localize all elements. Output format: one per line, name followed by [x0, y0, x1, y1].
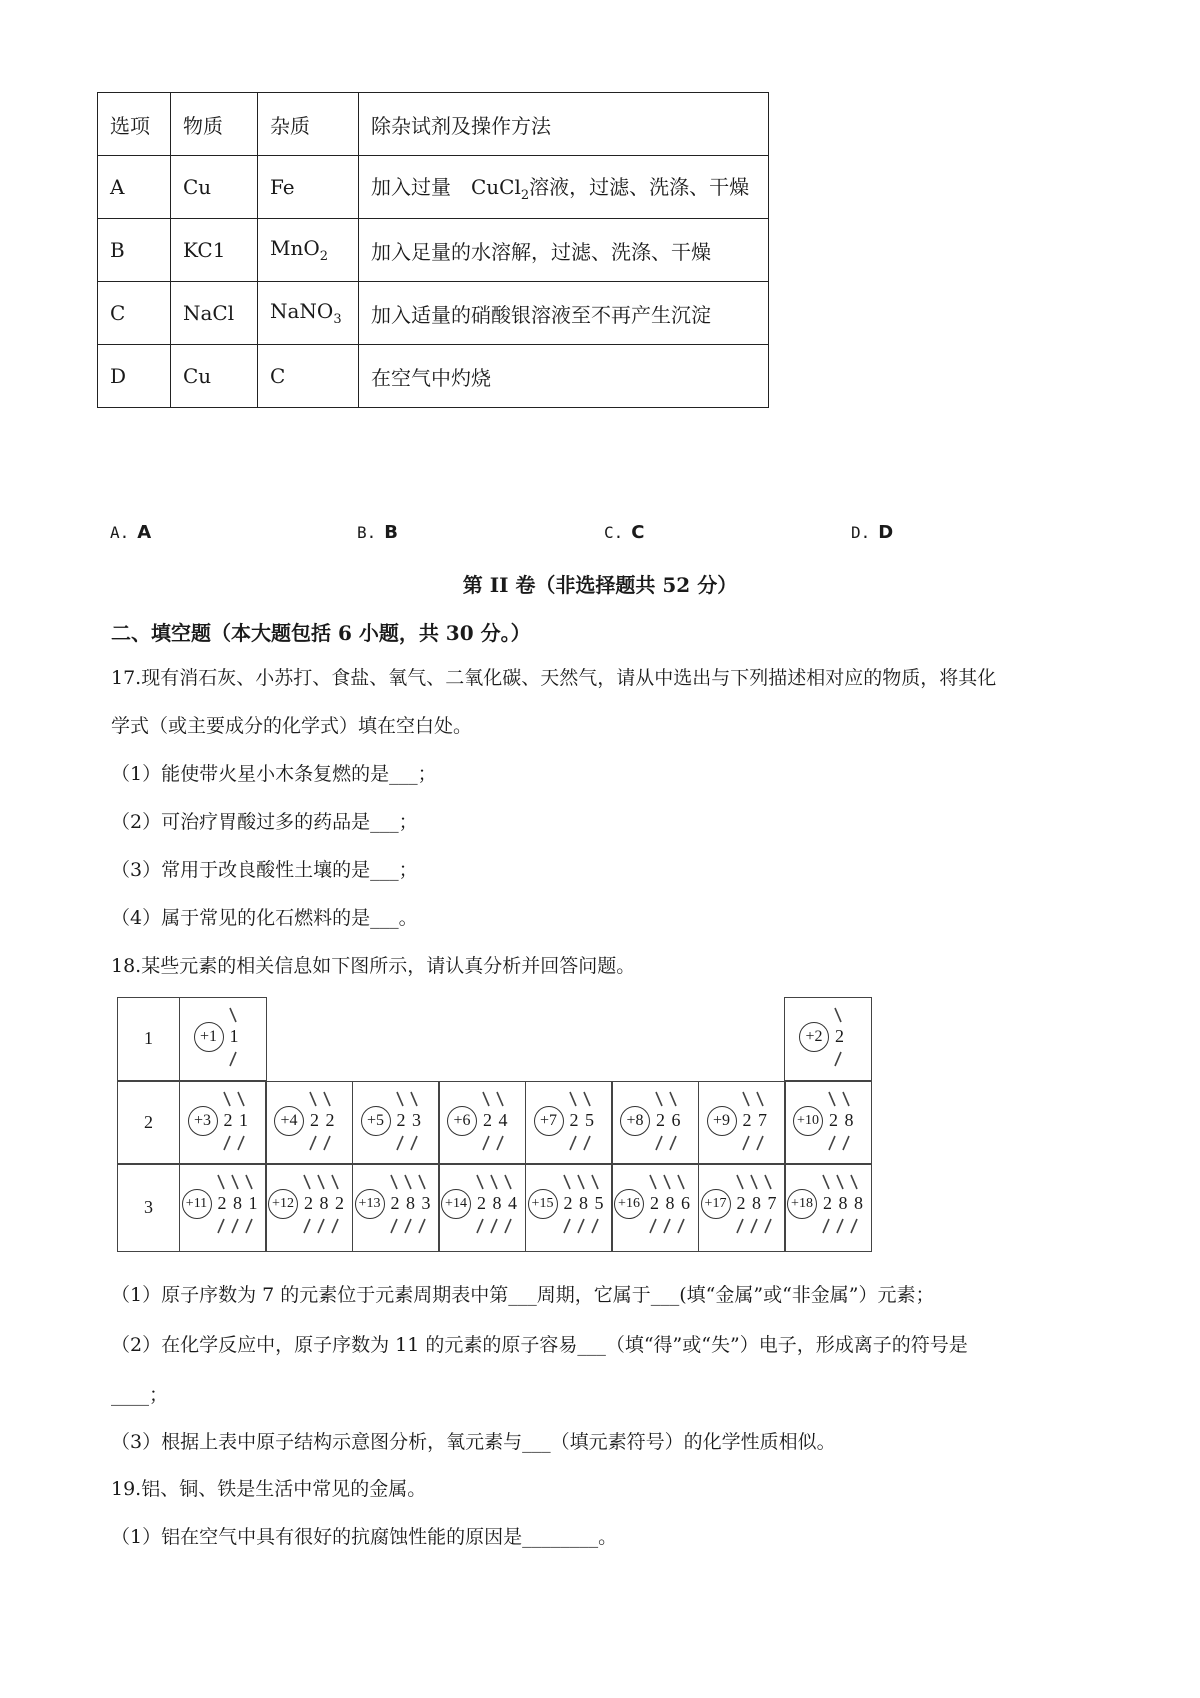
atom-nucleus: +14 — [441, 1189, 471, 1219]
atom-nucleus: +16 — [614, 1189, 644, 1219]
subscript: 3 — [333, 312, 342, 327]
formula: MnO — [270, 236, 320, 260]
table-cell — [359, 156, 769, 219]
element-cell — [525, 1081, 613, 1164]
table-cell — [258, 219, 359, 282]
atom-nucleus: +17 — [701, 1189, 731, 1219]
subscript: 2 — [520, 188, 530, 203]
q17-item: （4）属于常见的化石燃料的是___。 — [111, 907, 418, 929]
electron-counts: 2 5 — [569, 1110, 595, 1130]
element-cell — [179, 997, 267, 1081]
atom-nucleus: +7 — [534, 1106, 564, 1136]
option-d[interactable] — [851, 522, 893, 543]
part-title: 第 II 卷（非选择题共 52 分） — [462, 573, 738, 597]
q18-item: （1）原子序数为 7 的元素位于元素周期表中第___周期，它属于___(填“金属”或“非金属”）元素； — [111, 1284, 935, 1306]
atomic-structure-diagram — [117, 997, 887, 1252]
atom-nucleus: +9 — [707, 1106, 737, 1136]
atom-nucleus: +8 — [620, 1106, 650, 1136]
option-a[interactable] — [110, 522, 151, 543]
table-cell: Fe — [258, 156, 359, 219]
element-cell — [784, 1081, 872, 1164]
formula: NaNO — [270, 299, 334, 323]
electron-counts: 2 8 2 — [304, 1193, 345, 1213]
table-header-row — [98, 93, 769, 156]
table-cell: C — [98, 282, 171, 345]
table-cell: D — [98, 345, 171, 408]
table-row — [98, 219, 769, 282]
table-cell: 物质 — [171, 93, 258, 156]
table-cell: 杂质 — [258, 93, 359, 156]
q18-item: （2）在化学反应中，原子序数为 11 的元素的原子容易___（填“得”或“失”）电子，形成离子的符号是 — [111, 1334, 968, 1356]
table-cell: KC1 — [171, 219, 258, 282]
element-cell — [265, 1164, 353, 1252]
element-cell — [698, 1081, 786, 1164]
atom-nucleus: +2 — [799, 1022, 829, 1052]
element-cell — [698, 1164, 786, 1252]
electron-counts: 2 8 3 — [390, 1193, 432, 1213]
element-cell — [179, 1081, 267, 1164]
q18-stem: 18.某些元素的相关信息如下图所示，请认真分析并回答问题。 — [111, 955, 636, 977]
table-row — [98, 156, 769, 219]
q17-item: （2）可治疗胃酸过多的药品是___； — [111, 811, 418, 833]
q18-item: （3）根据上表中原子结构示意图分析，氧元素与___（填元素符号）的化学性质相似。 — [111, 1431, 836, 1453]
q19-item: （1）铝在空气中具有很好的抗腐蚀性能的原因是________。 — [111, 1526, 618, 1548]
table-row — [98, 282, 769, 345]
atom-nucleus: +1 — [194, 1022, 224, 1052]
element-cell — [611, 1081, 699, 1164]
electron-counts: 2 2 — [310, 1110, 336, 1130]
table-cell: 选项 — [98, 93, 171, 156]
electron-counts: 2 — [835, 1026, 845, 1046]
electron-counts: 2 4 — [483, 1110, 509, 1130]
atom-nucleus: +11 — [182, 1189, 212, 1219]
option-label: A. — [110, 523, 130, 542]
element-cell — [179, 1164, 267, 1252]
period-label-cell — [117, 1081, 180, 1164]
option-label: B. — [357, 523, 377, 542]
element-cell — [352, 1164, 440, 1252]
atom-nucleus: +10 — [793, 1106, 823, 1136]
element-cell — [784, 1164, 872, 1252]
period-number: 3 — [144, 1197, 153, 1217]
electron-counts: 2 8 6 — [650, 1193, 691, 1213]
electron-counts: 2 8 1 — [217, 1193, 259, 1213]
period-label-cell — [117, 997, 180, 1081]
atom-nucleus: +13 — [355, 1189, 385, 1219]
option-c[interactable] — [604, 522, 644, 543]
electron-counts: 2 8 — [829, 1110, 855, 1130]
element-cell — [438, 1164, 526, 1252]
impurity-table — [97, 92, 769, 408]
atom-nucleus: +4 — [274, 1106, 304, 1136]
q18-item: ____； — [111, 1384, 169, 1406]
option-label: C. — [604, 523, 624, 542]
option-b[interactable] — [357, 522, 398, 543]
method-text: 溶液，过滤、洗涤、干燥 — [529, 175, 750, 199]
element-cell — [265, 1081, 353, 1164]
atom-nucleus: +6 — [447, 1106, 477, 1136]
table-cell: 除杂试剂及操作方法 — [359, 93, 769, 156]
period-label-cell — [117, 1164, 180, 1252]
atom-nucleus: +15 — [528, 1189, 558, 1219]
option-value: A — [137, 522, 152, 543]
element-cell — [438, 1081, 526, 1164]
atom-nucleus: +12 — [268, 1189, 298, 1219]
electron-counts: 2 8 8 — [823, 1193, 864, 1213]
atom-nucleus: +5 — [361, 1106, 391, 1136]
q17-stem-line2: 学式（或主要成分的化学式）填在空白处。 — [111, 715, 473, 737]
option-label: D. — [851, 523, 871, 542]
q19-stem: 19.铝、铜、铁是生活中常见的金属。 — [111, 1478, 427, 1500]
table-cell: Cu — [171, 345, 258, 408]
electron-counts: 1 — [229, 1026, 240, 1046]
table-cell: 加入适量的硝酸银溶液至不再产生沉淀 — [359, 282, 769, 345]
option-value: D — [878, 522, 894, 543]
element-cell — [611, 1164, 699, 1252]
period-number: 1 — [144, 1028, 153, 1048]
table-cell: A — [98, 156, 171, 219]
table-row — [98, 345, 769, 408]
q17-item: （1）能使带火星小木条复燃的是___； — [111, 763, 437, 785]
atom-nucleus: +18 — [787, 1189, 817, 1219]
table-cell: NaCl — [171, 282, 258, 345]
table-cell: C — [258, 345, 359, 408]
electron-counts: 2 7 — [742, 1110, 768, 1130]
method-text: 加入过量 CuCl — [371, 175, 521, 199]
electron-counts: 2 6 — [656, 1110, 682, 1130]
q17-item: （3）常用于改良酸性土壤的是___； — [111, 859, 418, 881]
electron-counts: 2 8 5 — [563, 1193, 605, 1213]
electron-counts: 2 1 — [223, 1110, 249, 1130]
atom-nucleus: +3 — [188, 1106, 218, 1136]
element-cell — [352, 1081, 440, 1164]
electron-counts: 2 3 — [396, 1110, 422, 1130]
table-cell: 在空气中灼烧 — [359, 345, 769, 408]
q17-stem-line1: 17.现有消石灰、小苏打、食盐、氧气、二氧化碳、天然气，请从中选出与下列描述相对应的物质，将其化 — [111, 667, 997, 689]
element-cell — [525, 1164, 613, 1252]
table-cell — [258, 282, 359, 345]
table-cell: B — [98, 219, 171, 282]
electron-counts: 2 8 7 — [736, 1193, 778, 1213]
option-value: B — [384, 522, 398, 543]
subscript: 2 — [319, 249, 329, 264]
table-cell: 加入足量的水溶解，过滤、洗涤、干燥 — [359, 219, 769, 282]
section-title: 二、填空题（本大题包括 6 小题，共 30 分。） — [111, 621, 531, 645]
option-value: C — [631, 522, 645, 543]
element-cell — [784, 997, 872, 1081]
electron-counts: 2 8 4 — [477, 1193, 518, 1213]
table-cell: Cu — [171, 156, 258, 219]
period-number: 2 — [144, 1111, 153, 1132]
